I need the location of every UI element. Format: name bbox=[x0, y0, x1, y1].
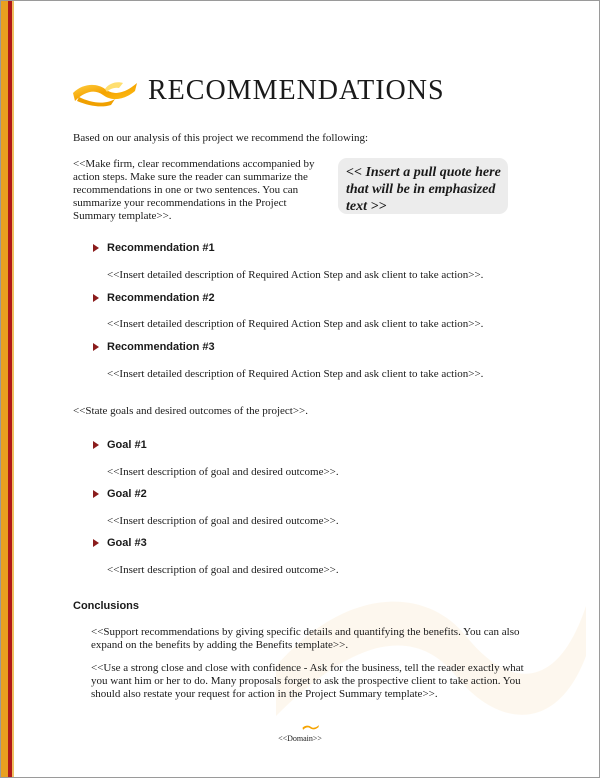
page-title: RECOMMENDATIONS bbox=[148, 75, 445, 106]
triangle-bullet-icon bbox=[93, 490, 99, 498]
triangle-bullet-icon bbox=[93, 441, 99, 449]
pull-quote bbox=[338, 158, 508, 214]
triangle-bullet-icon bbox=[93, 294, 99, 302]
goal-description: <<Insert description of goal and desired outcome>>. bbox=[107, 564, 339, 576]
goal-heading bbox=[93, 439, 147, 451]
goal-description: <<Insert description of goal and desired outcome>>. bbox=[107, 515, 339, 527]
recommendation-heading bbox=[93, 242, 215, 254]
recommendation-title: Recommendation #2 bbox=[107, 292, 215, 304]
ribbon-logo-icon bbox=[302, 723, 320, 732]
intro-paragraph: Based on our analysis of this project we recommend the following: bbox=[73, 132, 369, 144]
lead-paragraph: <<Make firm, clear recommendations accompanied by action steps. Make sure the reader can summarize the recommendations in one or two sentences. You can summarize your recommendations in the Project Summary template>>. bbox=[73, 158, 315, 222]
goal-heading bbox=[93, 488, 147, 500]
side-stripe-gold bbox=[12, 1, 14, 777]
recommendation-description: <<Insert detailed description of Required Action Step and ask client to take action>>. bbox=[107, 368, 484, 380]
pull-quote-text: << Insert a pull quote here that will be in emphasized text >> bbox=[346, 165, 501, 214]
recommendation-heading bbox=[93, 341, 215, 353]
triangle-bullet-icon bbox=[93, 539, 99, 547]
conclusions-heading: Conclusions bbox=[73, 600, 140, 612]
goal-title: Goal #1 bbox=[107, 439, 147, 451]
goal-heading bbox=[93, 537, 147, 549]
goals-intro: <<State goals and desired outcomes of the project>>. bbox=[73, 405, 308, 417]
triangle-bullet-icon bbox=[93, 343, 99, 351]
recommendation-description: <<Insert detailed description of Required Action Step and ask client to take action>>. bbox=[107, 269, 484, 281]
goal-description: <<Insert description of goal and desired outcome>>. bbox=[107, 466, 339, 478]
footer-domain: <<Domain>> bbox=[278, 734, 322, 743]
conclusion-paragraph: <<Use a strong close and close with confidence - Ask for the business, tell the reader exactly what you want him or her to do. Many proposals forget to ask the prospective client to take action. You should also restate your request for action in the Project Summary template>>. bbox=[91, 662, 524, 700]
goal-title: Goal #3 bbox=[107, 537, 147, 549]
goal-title: Goal #2 bbox=[107, 488, 147, 500]
recommendation-title: Recommendation #3 bbox=[107, 341, 215, 353]
ribbon-logo-icon bbox=[71, 77, 141, 107]
triangle-bullet-icon bbox=[93, 244, 99, 252]
recommendation-description: <<Insert detailed description of Required Action Step and ask client to take action>>. bbox=[107, 318, 484, 330]
recommendation-heading bbox=[93, 292, 215, 304]
conclusion-paragraph: <<Support recommendations by giving specific details and quantifying the benefits. You can also expand on the benefits by adding the Benefits template>>. bbox=[91, 626, 520, 651]
recommendation-title: Recommendation #1 bbox=[107, 242, 215, 254]
side-stripe-orange bbox=[1, 1, 8, 777]
